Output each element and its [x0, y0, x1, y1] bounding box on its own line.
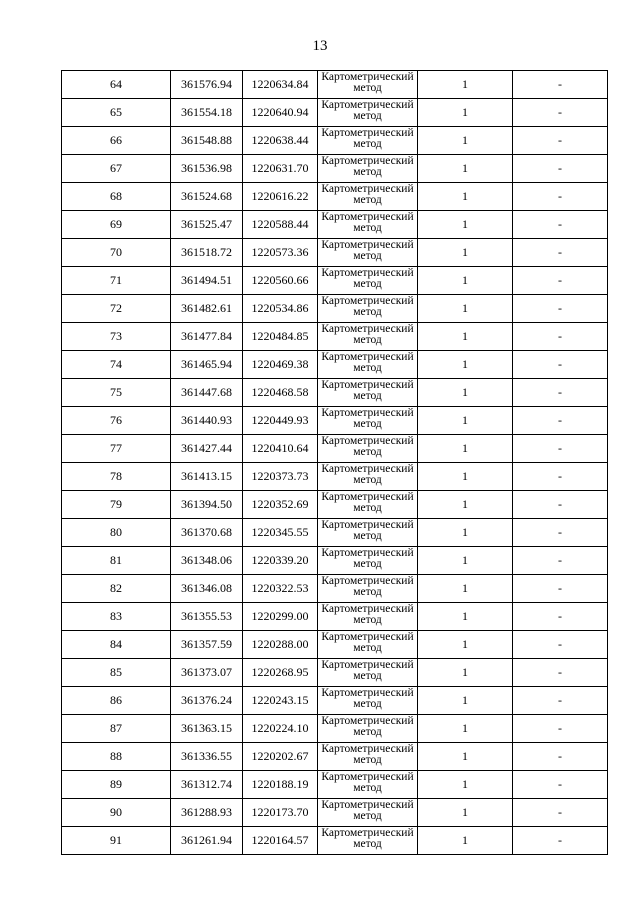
method-cell: Картометрический метод: [318, 379, 418, 407]
point-number-cell: 85: [62, 659, 171, 687]
x-coordinate-cell: 361494.51: [171, 267, 243, 295]
point-number-cell: 71: [62, 267, 171, 295]
accuracy-cell: 1: [418, 463, 513, 491]
x-coordinate-cell: 361288.93: [171, 799, 243, 827]
description-cell: -: [513, 407, 608, 435]
description-cell: -: [513, 71, 608, 99]
accuracy-cell: 1: [418, 295, 513, 323]
method-cell: Картометрический метод: [318, 407, 418, 435]
table-row: [62, 267, 608, 295]
x-coordinate-cell: 361413.15: [171, 463, 243, 491]
point-number-cell: 75: [62, 379, 171, 407]
table-row: [62, 183, 608, 211]
method-cell: Картометрический метод: [318, 155, 418, 183]
accuracy-cell: 1: [418, 687, 513, 715]
accuracy-cell: 1: [418, 743, 513, 771]
accuracy-cell: 1: [418, 183, 513, 211]
y-coordinate-cell: 1220243.15: [243, 687, 318, 715]
y-coordinate-cell: 1220631.70: [243, 155, 318, 183]
x-coordinate-cell: 361376.24: [171, 687, 243, 715]
point-number-cell: 89: [62, 771, 171, 799]
method-cell: Картометрический метод: [318, 547, 418, 575]
x-coordinate-cell: 361394.50: [171, 491, 243, 519]
point-number-cell: 74: [62, 351, 171, 379]
coordinates-table: [61, 70, 608, 855]
table-row: [62, 575, 608, 603]
accuracy-cell: 1: [418, 659, 513, 687]
y-coordinate-cell: 1220560.66: [243, 267, 318, 295]
x-coordinate-cell: 361312.74: [171, 771, 243, 799]
point-number-cell: 73: [62, 323, 171, 351]
description-cell: -: [513, 99, 608, 127]
x-coordinate-cell: 361355.53: [171, 603, 243, 631]
table-row: [62, 519, 608, 547]
accuracy-cell: 1: [418, 631, 513, 659]
x-coordinate-cell: 361465.94: [171, 351, 243, 379]
method-cell: Картометрический метод: [318, 603, 418, 631]
method-cell: Картометрический метод: [318, 71, 418, 99]
point-number-cell: 79: [62, 491, 171, 519]
table-row: [62, 351, 608, 379]
method-cell: Картометрический метод: [318, 127, 418, 155]
table-row: [62, 407, 608, 435]
y-coordinate-cell: 1220534.86: [243, 295, 318, 323]
y-coordinate-cell: 1220164.57: [243, 827, 318, 855]
table-row: [62, 99, 608, 127]
point-number-cell: 76: [62, 407, 171, 435]
description-cell: -: [513, 491, 608, 519]
description-cell: -: [513, 631, 608, 659]
y-coordinate-cell: 1220468.58: [243, 379, 318, 407]
point-number-cell: 84: [62, 631, 171, 659]
method-cell: Картометрический метод: [318, 799, 418, 827]
method-cell: Картометрический метод: [318, 659, 418, 687]
table-row: [62, 127, 608, 155]
description-cell: -: [513, 743, 608, 771]
y-coordinate-cell: 1220616.22: [243, 183, 318, 211]
description-cell: -: [513, 519, 608, 547]
method-cell: Картометрический метод: [318, 435, 418, 463]
x-coordinate-cell: 361524.68: [171, 183, 243, 211]
accuracy-cell: 1: [418, 211, 513, 239]
accuracy-cell: 1: [418, 519, 513, 547]
accuracy-cell: 1: [418, 435, 513, 463]
description-cell: -: [513, 239, 608, 267]
y-coordinate-cell: 1220299.00: [243, 603, 318, 631]
description-cell: -: [513, 463, 608, 491]
description-cell: -: [513, 603, 608, 631]
method-cell: Картометрический метод: [318, 715, 418, 743]
x-coordinate-cell: 361261.94: [171, 827, 243, 855]
method-cell: Картометрический метод: [318, 771, 418, 799]
x-coordinate-cell: 361427.44: [171, 435, 243, 463]
description-cell: -: [513, 155, 608, 183]
accuracy-cell: 1: [418, 603, 513, 631]
accuracy-cell: 1: [418, 827, 513, 855]
accuracy-cell: 1: [418, 71, 513, 99]
description-cell: -: [513, 127, 608, 155]
table-row: [62, 547, 608, 575]
method-cell: Картометрический метод: [318, 631, 418, 659]
x-coordinate-cell: 361440.93: [171, 407, 243, 435]
method-cell: Картометрический метод: [318, 743, 418, 771]
table-row: [62, 463, 608, 491]
x-coordinate-cell: 361370.68: [171, 519, 243, 547]
description-cell: -: [513, 183, 608, 211]
accuracy-cell: 1: [418, 239, 513, 267]
y-coordinate-cell: 1220638.44: [243, 127, 318, 155]
y-coordinate-cell: 1220373.73: [243, 463, 318, 491]
method-cell: Картометрический метод: [318, 267, 418, 295]
point-number-cell: 64: [62, 71, 171, 99]
description-cell: -: [513, 323, 608, 351]
accuracy-cell: 1: [418, 323, 513, 351]
x-coordinate-cell: 361357.59: [171, 631, 243, 659]
description-cell: -: [513, 379, 608, 407]
point-number-cell: 82: [62, 575, 171, 603]
description-cell: -: [513, 659, 608, 687]
table-row: [62, 603, 608, 631]
method-cell: Картометрический метод: [318, 183, 418, 211]
table-row: [62, 827, 608, 855]
x-coordinate-cell: 361548.88: [171, 127, 243, 155]
x-coordinate-cell: 361373.07: [171, 659, 243, 687]
table-row: [62, 295, 608, 323]
accuracy-cell: 1: [418, 127, 513, 155]
y-coordinate-cell: 1220410.64: [243, 435, 318, 463]
table-row: [62, 799, 608, 827]
y-coordinate-cell: 1220640.94: [243, 99, 318, 127]
point-number-cell: 80: [62, 519, 171, 547]
x-coordinate-cell: 361482.61: [171, 295, 243, 323]
point-number-cell: 65: [62, 99, 171, 127]
table-row: [62, 71, 608, 99]
method-cell: Картометрический метод: [318, 519, 418, 547]
accuracy-cell: 1: [418, 799, 513, 827]
description-cell: -: [513, 435, 608, 463]
table-row: [62, 379, 608, 407]
table-row: [62, 715, 608, 743]
x-coordinate-cell: 361576.94: [171, 71, 243, 99]
point-number-cell: 91: [62, 827, 171, 855]
description-cell: -: [513, 575, 608, 603]
point-number-cell: 66: [62, 127, 171, 155]
y-coordinate-cell: 1220588.44: [243, 211, 318, 239]
y-coordinate-cell: 1220339.20: [243, 547, 318, 575]
y-coordinate-cell: 1220352.69: [243, 491, 318, 519]
description-cell: -: [513, 687, 608, 715]
table-row: [62, 491, 608, 519]
description-cell: -: [513, 799, 608, 827]
description-cell: -: [513, 827, 608, 855]
point-number-cell: 69: [62, 211, 171, 239]
accuracy-cell: 1: [418, 267, 513, 295]
point-number-cell: 90: [62, 799, 171, 827]
method-cell: Картометрический метод: [318, 323, 418, 351]
x-coordinate-cell: 361518.72: [171, 239, 243, 267]
accuracy-cell: 1: [418, 491, 513, 519]
x-coordinate-cell: 361336.55: [171, 743, 243, 771]
table-row: [62, 323, 608, 351]
point-number-cell: 83: [62, 603, 171, 631]
method-cell: Картометрический метод: [318, 687, 418, 715]
x-coordinate-cell: 361525.47: [171, 211, 243, 239]
point-number-cell: 81: [62, 547, 171, 575]
description-cell: -: [513, 715, 608, 743]
x-coordinate-cell: 361554.18: [171, 99, 243, 127]
y-coordinate-cell: 1220469.38: [243, 351, 318, 379]
x-coordinate-cell: 361348.06: [171, 547, 243, 575]
point-number-cell: 68: [62, 183, 171, 211]
accuracy-cell: 1: [418, 771, 513, 799]
point-number-cell: 70: [62, 239, 171, 267]
x-coordinate-cell: 361447.68: [171, 379, 243, 407]
method-cell: Картометрический метод: [318, 295, 418, 323]
point-number-cell: 78: [62, 463, 171, 491]
y-coordinate-cell: 1220268.95: [243, 659, 318, 687]
y-coordinate-cell: 1220224.10: [243, 715, 318, 743]
x-coordinate-cell: 361346.08: [171, 575, 243, 603]
table-body: [62, 71, 608, 855]
method-cell: Картометрический метод: [318, 351, 418, 379]
table-row: [62, 771, 608, 799]
method-cell: Картометрический метод: [318, 211, 418, 239]
y-coordinate-cell: 1220288.00: [243, 631, 318, 659]
description-cell: -: [513, 547, 608, 575]
method-cell: Картометрический метод: [318, 827, 418, 855]
table-row: [62, 687, 608, 715]
table-row: [62, 631, 608, 659]
y-coordinate-cell: 1220573.36: [243, 239, 318, 267]
accuracy-cell: 1: [418, 379, 513, 407]
page-number: 13: [312, 38, 328, 54]
y-coordinate-cell: 1220449.93: [243, 407, 318, 435]
table-row: [62, 239, 608, 267]
y-coordinate-cell: 1220484.85: [243, 323, 318, 351]
method-cell: Картометрический метод: [318, 463, 418, 491]
table-row: [62, 155, 608, 183]
y-coordinate-cell: 1220202.67: [243, 743, 318, 771]
description-cell: -: [513, 267, 608, 295]
accuracy-cell: 1: [418, 575, 513, 603]
table-row: [62, 743, 608, 771]
method-cell: Картометрический метод: [318, 575, 418, 603]
accuracy-cell: 1: [418, 547, 513, 575]
y-coordinate-cell: 1220173.70: [243, 799, 318, 827]
point-number-cell: 77: [62, 435, 171, 463]
accuracy-cell: 1: [418, 155, 513, 183]
point-number-cell: 67: [62, 155, 171, 183]
point-number-cell: 72: [62, 295, 171, 323]
description-cell: -: [513, 295, 608, 323]
accuracy-cell: 1: [418, 715, 513, 743]
point-number-cell: 86: [62, 687, 171, 715]
y-coordinate-cell: 1220188.19: [243, 771, 318, 799]
method-cell: Картометрический метод: [318, 239, 418, 267]
description-cell: -: [513, 771, 608, 799]
point-number-cell: 87: [62, 715, 171, 743]
x-coordinate-cell: 361363.15: [171, 715, 243, 743]
accuracy-cell: 1: [418, 99, 513, 127]
accuracy-cell: 1: [418, 351, 513, 379]
point-number-cell: 88: [62, 743, 171, 771]
accuracy-cell: 1: [418, 407, 513, 435]
table-row: [62, 211, 608, 239]
x-coordinate-cell: 361477.84: [171, 323, 243, 351]
table-row: [62, 435, 608, 463]
description-cell: -: [513, 211, 608, 239]
table-row: [62, 659, 608, 687]
method-cell: Картометрический метод: [318, 491, 418, 519]
description-cell: -: [513, 351, 608, 379]
x-coordinate-cell: 361536.98: [171, 155, 243, 183]
y-coordinate-cell: 1220634.84: [243, 71, 318, 99]
y-coordinate-cell: 1220322.53: [243, 575, 318, 603]
y-coordinate-cell: 1220345.55: [243, 519, 318, 547]
method-cell: Картометрический метод: [318, 99, 418, 127]
